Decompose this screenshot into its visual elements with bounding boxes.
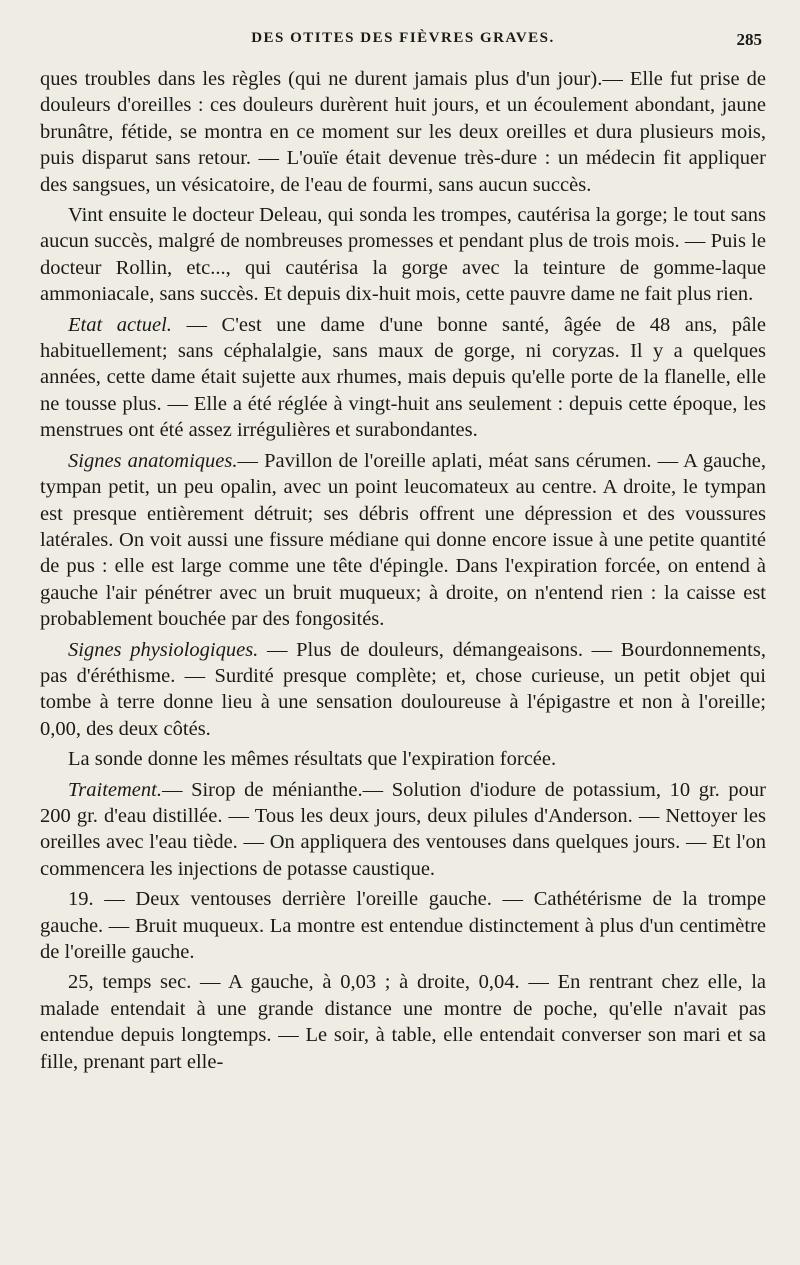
body-text: [40, 66, 766, 1075]
paragraph-text: 19. — Deux ventouses derrière l'oreille gauche. — Cathétérisme de la trompe gauche. — Bruit muqueux. La montre est entendue distinctement à plus d'un centimètre de l'oreille gauche.: [40, 888, 766, 963]
running-title: DES OTITES DES FIÈVRES GRAVES.: [251, 30, 555, 46]
paragraph-text: ques troubles dans les règles (qui ne durent jamais plus d'un jour).— Elle fut prise de douleurs d'oreilles : ces douleurs durèrent huit jours, et un écoulement abondant, jaune brunâtre, fétide, se montra en ce moment sur les deux oreilles et dura plusieurs mois, puis disparut sans retour. — L'ouïe était devenue très-dure : un médecin fit appliquer des sangsues, un vésicatoire, de l'eau de fourmi, sans aucun succès.: [40, 68, 766, 196]
paragraph: [40, 886, 766, 965]
paragraph-text: 25, temps sec. — A gauche, à 0,03 ; à droite, 0,04. — En rentrant chez elle, la malade entendait à une grande distance une montre de poche, qu'elle n'avait pas entendue depuis longtemps. — Le soir, à table, elle entendait converser son mari et sa fille, prenant part elle-: [40, 971, 766, 1073]
paragraph-lead: Traitement.: [68, 778, 162, 801]
paragraph-text: La sonde donne les mêmes résultats que l'expiration forcée.: [68, 748, 557, 771]
paragraph-text: — Sirop de ménianthe.— Solution d'iodure de potassium, 10 gr. pour 200 gr. d'eau distillée. — Tous les deux jours, deux pilules d'Anderson. — Nettoyer les oreilles avec l'eau tiède. — On appliquera des ventouses dans quelques jours. — Et l'on commencera les injections de potasse caustique.: [40, 778, 766, 880]
paragraph: [40, 202, 766, 308]
paragraph: [40, 746, 766, 772]
paragraph-lead: Etat actuel.: [68, 313, 172, 336]
paragraph-text: — C'est une dame d'une bonne santé, âgée de 48 ans, pâle habituellement; sans céphalalgie, sans maux de gorge, ni coryzas. Il y a quelques années, cette dame était sujette aux rhumes, mais depuis qu'elle porte de la flanelle, elle ne tousse plus. — Elle a été réglée à vingt-huit ans seulement : depuis cette époque, les menstrues ont été assez irrégulières et surabondantes.: [40, 313, 766, 442]
paragraph: [40, 66, 766, 198]
paragraph: [40, 777, 766, 883]
paragraph: [40, 969, 766, 1075]
paragraph: [40, 637, 766, 743]
paragraph: [40, 312, 766, 444]
paragraph-text: Vint ensuite le docteur Deleau, qui sonda les trompes, cautérisa la gorge; le tout sans aucun succès, malgré de nombreuses promesses et pendant plus de trois mois. — Puis le docteur Rollin, etc..., qui cautérisa la gorge avec la teinture de gomme-laque ammoniacale, sans succès. Et depuis dix-huit mois, cette pauvre dame ne fait plus rien.: [40, 204, 766, 306]
paragraph-text: — Plus de douleurs, démangeaisons. — Bourdonnements, pas d'éréthisme. — Surdité presque complète; et, chose curieuse, un petit objet qui tombe à terre donne lieu à une sensation douloureuse à l'épigastre et non à l'oreille; 0,00, des deux côtés.: [40, 638, 766, 740]
paragraph-lead: Signes physiologiques.: [68, 638, 259, 661]
paragraph: [40, 448, 766, 633]
page-header: [40, 30, 766, 60]
page-number: 285: [736, 30, 762, 49]
paragraph-lead: Signes anatomiques.: [68, 449, 238, 472]
paragraph-text: — Pavillon de l'oreille aplati, méat sans cérumen. — A gauche, tympan petit, un peu opalin, avec un point leucomateux au centre. A droite, le tympan est presque entièrement détruit; ses débris offrent une dépression et des voussures latérales. On voit aussi une fissure médiane qui donne encore issue à une petite quantité de pus : elle est large comme une tête d'épingle. Dans l'expiration forcée, on entend à gauche l'air pénétrer avec un bruit muqueux; à droite, on n'entend rien : la caisse est probablement bouchée par des fongosités.: [40, 449, 766, 631]
